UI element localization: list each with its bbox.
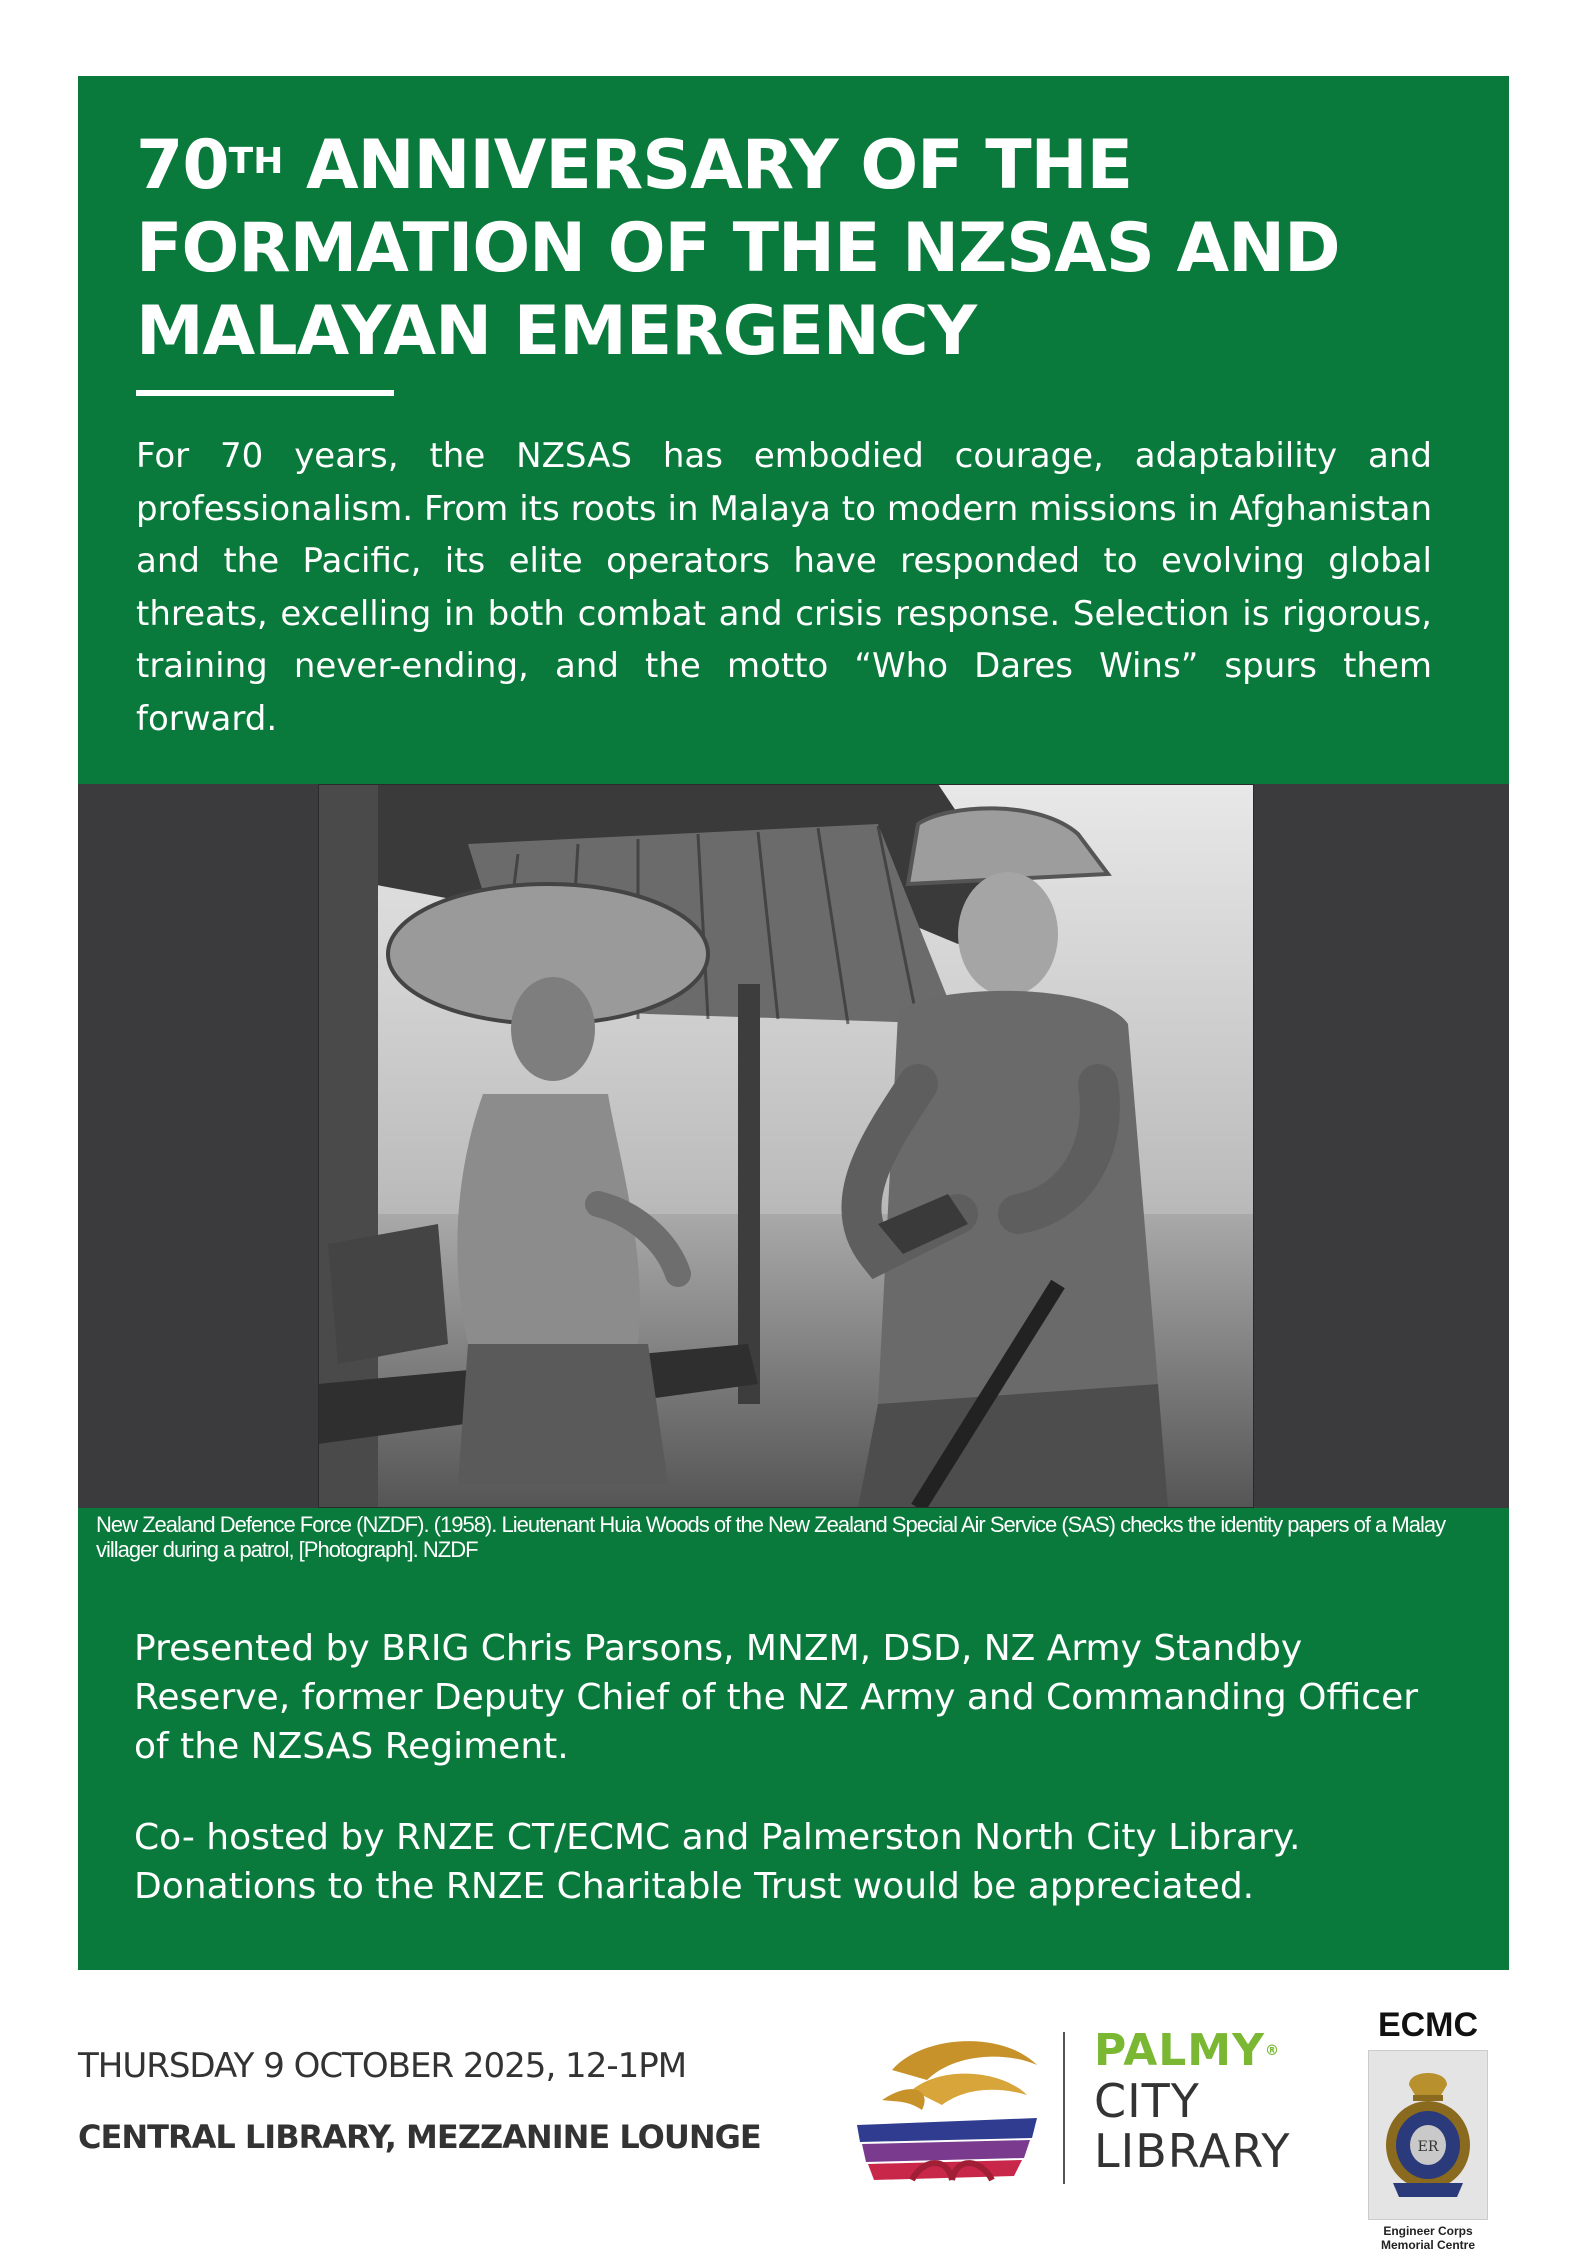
event-venue: CENTRAL LIBRARY, MEZZANINE LOUNGE	[78, 2118, 761, 2156]
wave-emblem-icon	[852, 2030, 1042, 2190]
title-number: 70	[136, 126, 229, 205]
logo-divider	[1063, 2032, 1065, 2184]
council-logo	[852, 2030, 1042, 2195]
poster-title	[136, 124, 1466, 373]
title-text: ANNIVERSARY OF THE FORMATION OF THE NZSAS AND MALAYAN EMERGENCY	[136, 126, 1340, 371]
photo-caption: New Zealand Defence Force (NZDF). (1958). Lieutenant Huia Woods of the New Zealand Special Air Service (SAS) checks the identity papers of a Malay villager during a patrol, [Photograph]. NZDF	[96, 1512, 1446, 1562]
event-date: THURSDAY 9 OCTOBER 2025, 12-1PM	[78, 2046, 687, 2086]
ecmc-full-name: Engineer Corps Memorial Centre	[1380, 2224, 1476, 2252]
title-underline	[136, 390, 394, 396]
palmy-city-library-logo	[1094, 2026, 1290, 2176]
details-panel	[78, 1508, 1509, 1970]
palmy-city-text: CITY	[1094, 2074, 1200, 2128]
presenter-paragraph: Presented by BRIG Chris Parsons, MNZM, DSD, NZ Army Standby Reserve, former Deputy Chief of the NZ Army and Commanding Officer of the NZSAS Regiment.	[134, 1628, 1419, 1767]
svg-text:ER: ER	[1417, 2139, 1439, 2155]
palmy-library-text: LIBRARY	[1094, 2124, 1291, 2178]
ecmc-badge	[1368, 2050, 1488, 2220]
ecmc-acronym: ECMC	[1377, 2006, 1479, 2044]
cohost-paragraph: Co- hosted by RNZE CT/ECMC and Palmerston North City Library. Donations to the RNZE Charitable Trust would be appreciated.	[134, 1817, 1301, 1907]
photo-band	[78, 784, 1509, 1508]
historic-photograph	[318, 784, 1254, 1508]
ecmc-logo	[1363, 2006, 1493, 2252]
title-ordinal-suffix: TH	[228, 141, 284, 182]
archival-photo-icon	[318, 784, 1254, 1508]
corps-crest-icon	[1369, 2051, 1487, 2219]
title-panel	[78, 76, 1509, 784]
intro-paragraph: For 70 years, the NZSAS has embodied courage, adaptability and professionalism. From its roots in Malaya to modern missions in Afghanistan and the Pacific, its elite operators have responded to evolving global threats, excelling in both combat and crisis response. Selection is rigorous, training never-ending, and the motto “Who Dares Wins” spurs them forward.	[136, 436, 1432, 739]
palmy-wordmark: PALMY®	[1094, 2025, 1280, 2076]
